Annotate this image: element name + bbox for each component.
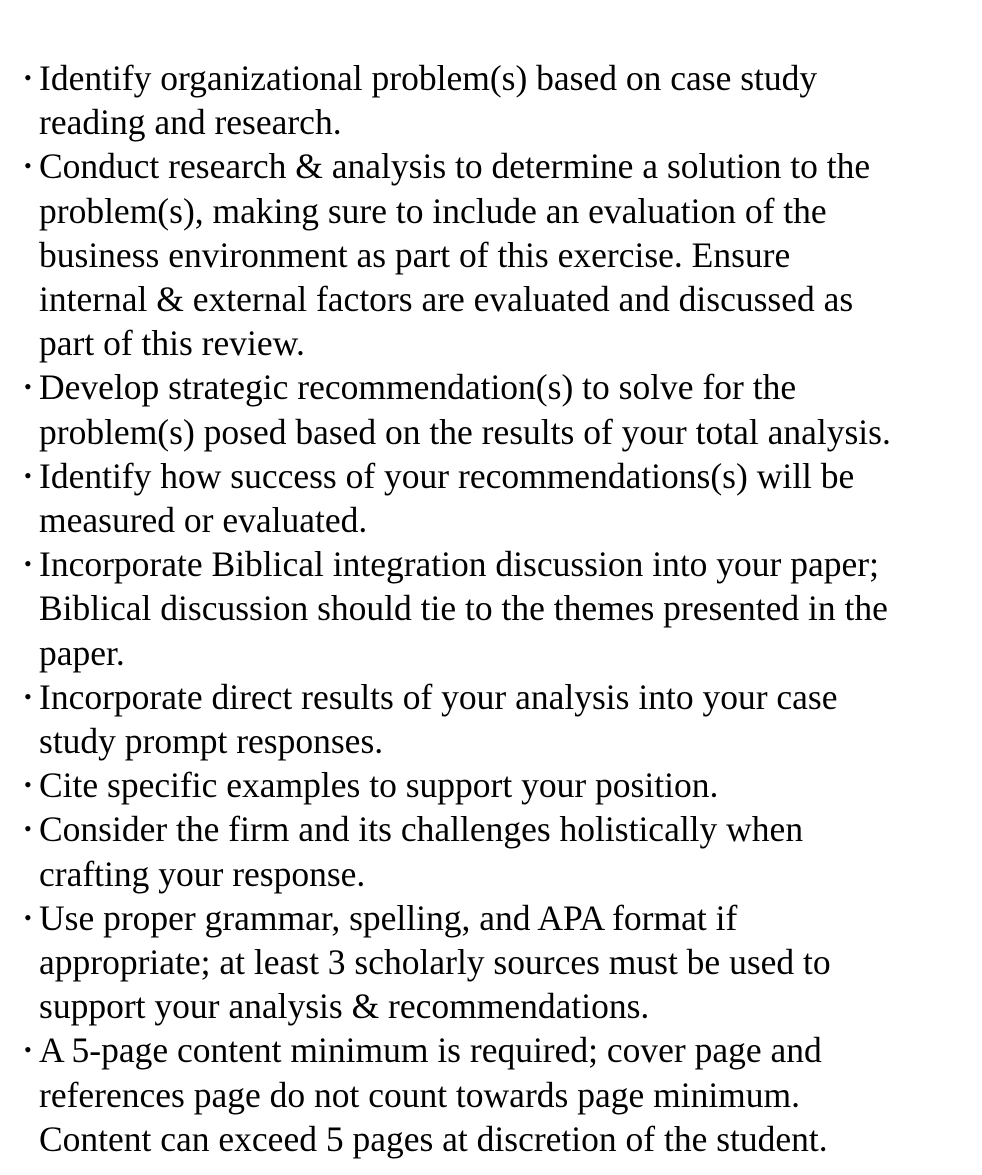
bullet-icon: • xyxy=(24,462,32,488)
assignment-requirements xyxy=(0,56,982,1161)
list-item xyxy=(0,675,982,763)
item-line: A 5-page content minimum is required; cover page and xyxy=(39,1030,822,1071)
bullet-icon: • xyxy=(24,816,32,842)
item-line: part of this review. xyxy=(39,323,305,364)
bullet-icon: • xyxy=(24,683,32,709)
bullet-icon: • xyxy=(24,153,32,179)
bullet-icon: • xyxy=(24,374,32,400)
bullet-icon: • xyxy=(24,904,32,930)
list-item xyxy=(0,144,982,365)
bullet-icon: • xyxy=(24,1037,32,1063)
list-item xyxy=(0,896,982,1029)
item-line: problem(s) posed based on the results of your total analysis. xyxy=(39,411,891,452)
list-item xyxy=(0,454,982,542)
item-line: reading and research. xyxy=(39,102,342,143)
item-line: crafting your response. xyxy=(39,853,366,894)
item-line: problem(s), making sure to include an evaluation of the xyxy=(39,190,827,231)
item-line: Consider the firm and its challenges holistically when xyxy=(39,809,804,850)
item-line: Identify how success of your recommendations(s) will be xyxy=(39,455,855,496)
item-line: Incorporate direct results of your analysis into your case xyxy=(39,676,838,717)
list-item xyxy=(0,763,982,807)
item-line: Biblical discussion should tie to the themes presented in the xyxy=(39,588,888,629)
requirements-list xyxy=(0,56,982,1161)
item-line: Cite specific examples to support your position. xyxy=(39,765,719,806)
item-line: Develop strategic recommendation(s) to solve for the xyxy=(39,367,797,408)
item-line: support your analysis & recommendations. xyxy=(39,986,650,1027)
item-line: Use proper grammar, spelling, and APA format if xyxy=(39,897,738,938)
item-line: appropriate; at least 3 scholarly sources must be used to xyxy=(39,942,831,983)
item-line: Conduct research & analysis to determine a solution to the xyxy=(39,146,871,187)
bullet-icon: • xyxy=(24,551,32,577)
list-item xyxy=(0,1028,982,1161)
item-line: paper. xyxy=(39,632,125,673)
item-line: Incorporate Biblical integration discussion into your paper; xyxy=(39,544,879,585)
bullet-icon: • xyxy=(24,65,32,90)
list-item xyxy=(0,56,982,144)
item-line: internal & external factors are evaluated and discussed as xyxy=(39,279,854,320)
item-line: study prompt responses. xyxy=(39,721,384,762)
item-line: Identify organizational problem(s) based on case study xyxy=(39,58,818,98)
item-line: Content can exceed 5 pages at discretion of the student. xyxy=(39,1118,828,1159)
list-item xyxy=(0,807,982,895)
list-item xyxy=(0,542,982,675)
item-line: business environment as part of this exercise. Ensure xyxy=(39,234,791,275)
item-line: measured or evaluated. xyxy=(39,500,368,541)
list-item xyxy=(0,365,982,453)
bullet-icon: • xyxy=(24,772,32,798)
item-line: references page do not count towards page minimum. xyxy=(39,1074,801,1115)
